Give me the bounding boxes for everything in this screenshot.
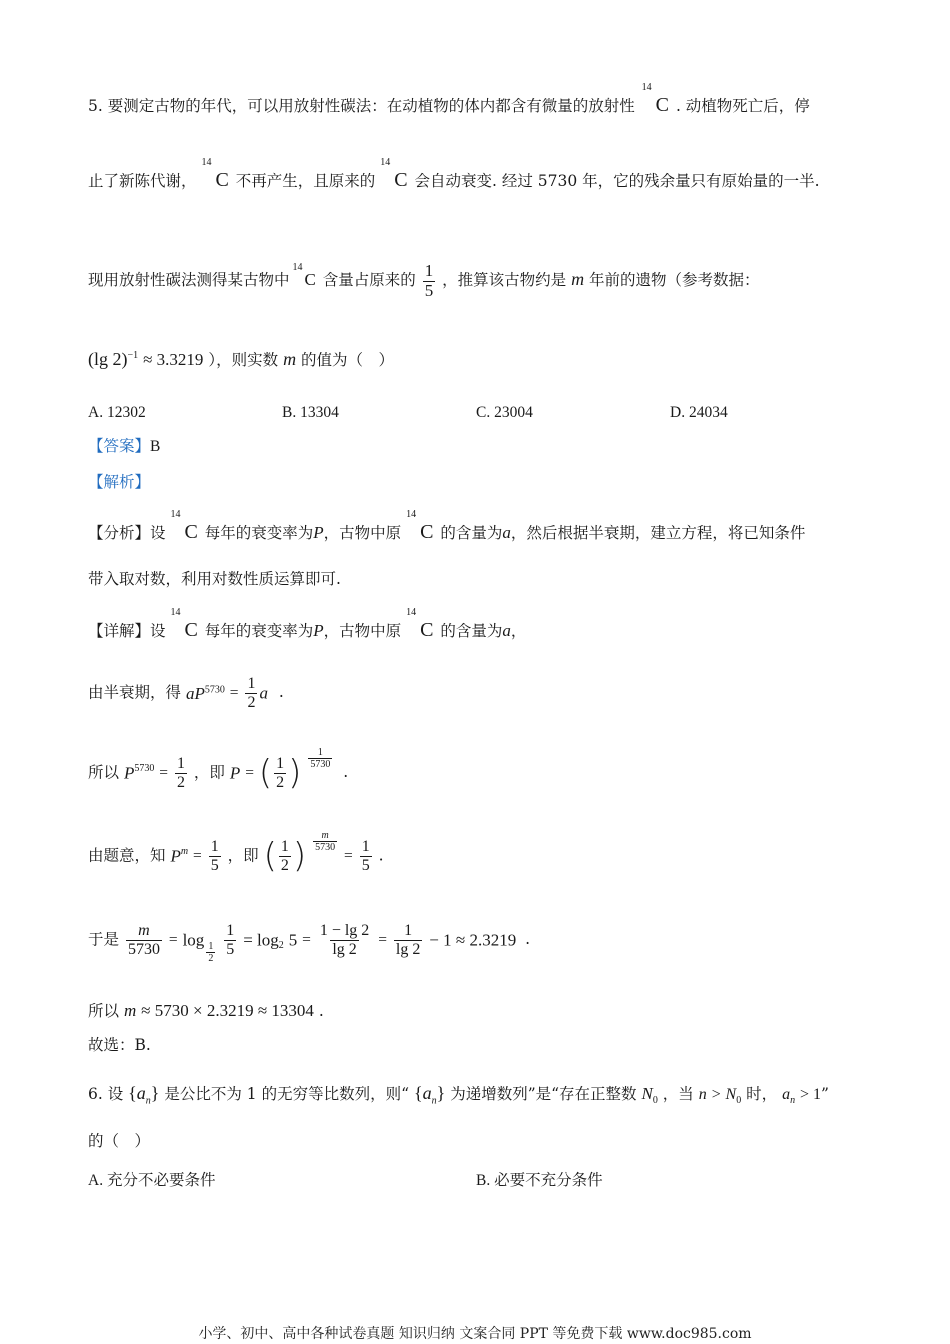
option-d: D. 24034 <box>670 404 728 421</box>
xiangjie-line: 【详解】设 14 C 每年的衰变率为P，古物中原 14 C 的含量为a， <box>88 607 527 641</box>
fenxi-line2: 带入取对数，利用对数性质运算即可. <box>88 570 341 588</box>
q5-line1 <box>88 82 810 116</box>
step-2: 所以 $P^{5730}$ = $\frac{1}{2}$ ，即 P = ( $\frac{1}{2}$ ) $\frac{1}{5730}$ . <box>88 747 349 794</box>
q5-text: 5. 要测定古物的年代，可以用放射性碳法：在动植物的体内都含有微量的放射性 <box>88 97 635 115</box>
step-4: 于是 $\frac{m}{5730}$ = log $\frac{1}{2}$ $\frac{1}{5}$ = $\log_2 5$ = $\frac{1 - \lg 2}{\lg 2}$ = $\frac{1}{\lg 2}$ − 1 ≈ 2.3219 . <box>88 922 531 965</box>
page-footer: 小学、初中、高中各种试卷真题 知识归纳 文案合同 PPT 等免费下载 www.doc985.com <box>198 1326 752 1342</box>
answer-value: B <box>150 438 161 455</box>
fraction-one-fifth: $\frac{1}{5}$ <box>424 261 434 300</box>
answer-label: 【答案】 <box>88 437 151 455</box>
step-3: 由题意，知 $P^m$ = $\frac{1}{5}$ ，即 ( $\frac{1}{2}$ ) $\frac{m}{5730}$ = $\frac{1}{5}$ . <box>88 830 384 877</box>
q6-line2: 的（ ） <box>88 1132 151 1150</box>
eq-half-life: $aP^{5730}$ <box>185 683 225 703</box>
c14-isotope: 14 C <box>641 82 669 116</box>
c14-isotope: 14 C <box>406 607 434 641</box>
q6-line1: 6. 设 $\{a_n\}$ 是公比不为 1 的无穷等比数列，则“ $\{a_n\}$ 为递增数列”是“存在正整数 $N_0$ ，当 $n > N_0$ 时， $a_n > 1$” <box>88 1083 829 1107</box>
q5-text: . 动植物死亡后，停 <box>675 97 810 115</box>
option-a: A. 12302 <box>88 404 146 421</box>
step-1: 由半衰期，得 $aP^{5730}$ = $\frac{1}{2}$ a . <box>88 675 284 711</box>
step-5: 所以 m ≈ 5730 × 2.3219 ≈ 13304 . <box>88 1001 324 1020</box>
c14-isotope: 14 C <box>406 509 434 543</box>
c14-isotope: 14 C <box>201 157 229 191</box>
sequence-an: $\{a_n\}$ <box>128 1083 160 1107</box>
analysis-label: 【解析】 <box>88 473 151 491</box>
c14-isotope: 14 C <box>170 509 198 543</box>
step-6: 故选：B. <box>88 1036 151 1054</box>
c14-isotope: 14 C <box>170 607 198 641</box>
answer-line <box>88 439 160 455</box>
q5-line4: (lg 2)$^{-1}$ ≈ 3.3219 ），则实数 m 的值为（ ） <box>88 349 395 369</box>
option-c: C. 23004 <box>476 404 533 421</box>
q5-line3: 现用放射性碳法测得某古物中 14 C 含量占原来的 $\frac{1}{5}$ ，推算该古物约是 m 年前的遗物（参考数据： <box>88 261 760 300</box>
lg2-inverse: (lg 2)$^{-1}$ <box>88 349 139 369</box>
option-b: B. 13304 <box>282 404 339 421</box>
q6-option-b: B. 必要不充分条件 <box>476 1172 603 1189</box>
q6-option-a: A. 充分不必要条件 <box>88 1172 216 1189</box>
c14-isotope: 14 C <box>292 262 316 290</box>
c14-isotope: 14 C <box>380 157 408 191</box>
fenxi-line1: 【分析】设 14 C 每年的衰变率为P，古物中原 14 C 的含量为a，然后根据半衰期，建立方程，将已知条件 <box>88 509 806 543</box>
q5-line2: 止了新陈代谢， 14 C 不再产生，且原来的 14 C 会自动衰变. 经过 5730 年，它的残余量只有原始量的一半. <box>88 157 820 191</box>
sequence-an: $\{a_n\}$ <box>413 1083 446 1107</box>
